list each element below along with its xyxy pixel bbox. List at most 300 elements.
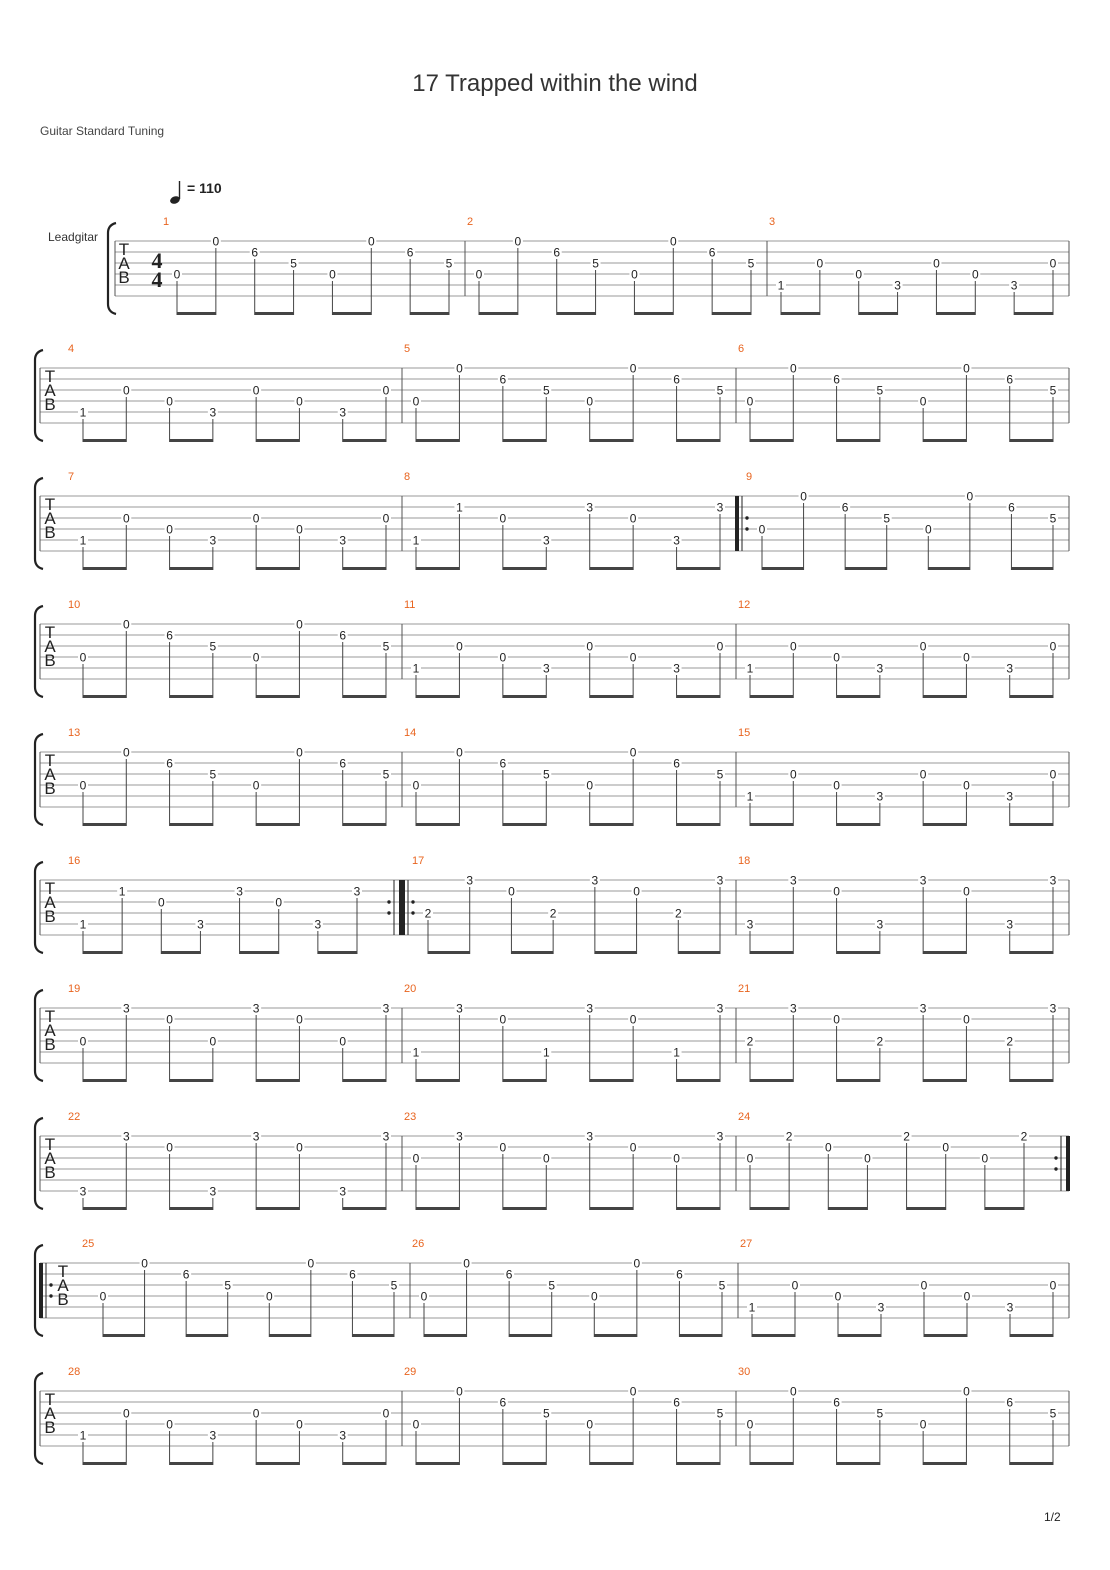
fret-number: 3	[252, 1001, 260, 1016]
fret-number: 0	[456, 639, 463, 654]
fret-number: 0	[963, 1012, 970, 1027]
fret-number: 3	[877, 1300, 885, 1315]
repeat-dot	[1054, 1167, 1057, 1170]
eighth-beam	[424, 1334, 467, 1337]
fret-number: 0	[933, 256, 940, 271]
eighth-beam	[103, 1334, 145, 1337]
eighth-beam	[256, 439, 299, 442]
fret-number: 6	[1006, 1395, 1014, 1410]
eighth-beam	[170, 823, 213, 826]
repeat-start-thick-bar	[735, 496, 739, 551]
repeat-dot	[411, 911, 414, 914]
eighth-beam	[678, 951, 720, 954]
eighth-beam	[255, 312, 294, 315]
tab-clef-letter: A	[57, 1276, 69, 1295]
fret-number: 0	[339, 1034, 347, 1049]
tab-clef-letter: B	[44, 1163, 56, 1182]
fret-number: 3	[122, 1001, 130, 1016]
repeat-end-thick-bar	[1066, 1136, 1070, 1191]
fret-number: 0	[746, 1151, 754, 1166]
score-title: 17 Trapped within the wind	[412, 70, 698, 97]
fret-number: 6	[1008, 500, 1015, 515]
fret-number: 6	[841, 500, 849, 515]
fret-number: 3	[339, 533, 347, 548]
fret-number: 3	[1010, 278, 1018, 293]
fret-number: 0	[833, 884, 840, 899]
eighth-beam	[170, 1079, 213, 1082]
fret-number: 0	[789, 1384, 797, 1399]
fret-number: 0	[789, 767, 797, 782]
eighth-beam	[859, 312, 898, 315]
eighth-beam	[318, 951, 357, 954]
measure-number: 25	[82, 1238, 95, 1250]
eighth-beam	[170, 567, 213, 570]
eighth-beam	[1010, 439, 1053, 442]
fret-number: 0	[629, 650, 637, 665]
tempo-marking: = 110	[187, 180, 222, 196]
eighth-beam	[83, 695, 126, 698]
tab-clef-letter: T	[118, 240, 130, 259]
fret-number: 0	[166, 522, 173, 537]
fret-number: 2	[674, 906, 682, 921]
eighth-beam	[677, 823, 720, 826]
system-bracket	[35, 1118, 43, 1209]
eighth-beam	[750, 823, 793, 826]
fret-number: 6	[673, 372, 680, 387]
fret-number: 3	[236, 884, 243, 899]
tuning-label: Guitar Standard Tuning	[40, 124, 165, 138]
eighth-beam	[924, 1334, 967, 1337]
fret-number: 0	[499, 1140, 507, 1155]
eighth-beam	[343, 1207, 386, 1210]
eighth-beam	[750, 439, 793, 442]
fret-number: 0	[412, 778, 420, 793]
eighth-beam	[985, 1207, 1024, 1210]
fret-number: 0	[673, 1151, 680, 1166]
measure-number: 18	[738, 855, 751, 867]
fret-number: 6	[349, 1267, 356, 1282]
fret-number: 0	[514, 234, 522, 249]
fret-number: 0	[963, 650, 970, 665]
eighth-beam	[838, 1334, 881, 1337]
tab-clef-letter: A	[118, 254, 130, 273]
measure-number: 14	[404, 727, 417, 739]
fret-number: 3	[919, 1001, 927, 1016]
eighth-beam	[677, 567, 720, 570]
fret-number: 3	[586, 1001, 594, 1016]
tab-clef-letter: B	[44, 395, 56, 414]
measure-number: 19	[68, 983, 81, 995]
fret-number: 0	[629, 1012, 637, 1027]
tab-clef-letter: A	[44, 1021, 56, 1040]
eighth-beam	[781, 312, 820, 315]
fret-number: 0	[212, 234, 220, 249]
fret-number: 3	[542, 661, 550, 676]
eighth-beam	[750, 695, 793, 698]
fret-number: 6	[182, 1267, 190, 1282]
eighth-beam	[352, 1334, 394, 1337]
eighth-beam	[762, 567, 804, 570]
fret-number: 0	[296, 522, 303, 537]
eighth-beam	[83, 951, 122, 954]
fret-number: 0	[79, 1034, 87, 1049]
fret-number: 3	[716, 1129, 724, 1144]
measure-number: 4	[68, 343, 75, 355]
fret-number: 0	[746, 1417, 754, 1432]
eighth-beam	[428, 951, 470, 954]
fret-number: 0	[166, 1140, 173, 1155]
eighth-beam	[1011, 567, 1053, 570]
fret-number: 0	[586, 1417, 594, 1432]
eighth-beam	[1014, 312, 1053, 315]
system-bracket	[35, 1373, 43, 1464]
fret-number: 6	[499, 756, 507, 771]
fret-number: 0	[382, 511, 390, 526]
tab-clef-letter: B	[44, 1035, 56, 1054]
tab-clef-letter: B	[44, 651, 56, 670]
eighth-beam	[83, 567, 126, 570]
fret-number: 0	[963, 1384, 970, 1399]
eighth-beam	[837, 823, 880, 826]
fret-number: 0	[833, 778, 840, 793]
fret-number: 1	[777, 278, 785, 293]
fret-number: 0	[586, 639, 594, 654]
eighth-beam	[256, 1207, 299, 1210]
fret-number: 6	[499, 372, 507, 387]
measure-number: 23	[404, 1111, 417, 1123]
tab-clef-letter: B	[118, 268, 130, 287]
eighth-beam	[752, 1334, 795, 1337]
eighth-beam	[170, 1207, 213, 1210]
fret-number: 3	[542, 533, 550, 548]
eighth-beam	[590, 439, 633, 442]
fret-number: 0	[963, 361, 970, 376]
fret-number: 0	[166, 1417, 173, 1432]
fret-number: 3	[716, 873, 724, 888]
eighth-beam	[923, 951, 966, 954]
measure-number: 27	[740, 1238, 753, 1250]
fret-number: 6	[499, 1395, 507, 1410]
eighth-beam	[416, 1079, 459, 1082]
fret-number: 2	[1006, 1034, 1014, 1049]
measure-number: 1	[163, 216, 170, 228]
fret-number: 0	[919, 1417, 927, 1432]
eighth-beam	[590, 1462, 633, 1465]
eighth-beam	[343, 1462, 386, 1465]
fret-number: 5	[390, 1278, 398, 1293]
tab-clef-letter: A	[44, 765, 56, 784]
eighth-beam	[269, 1334, 311, 1337]
fret-number: 5	[592, 256, 599, 271]
fret-number: 3	[876, 917, 884, 932]
eighth-beam	[750, 1207, 789, 1210]
fret-number: 0	[456, 745, 463, 760]
fret-number: 2	[785, 1129, 793, 1144]
fret-number: 0	[586, 778, 594, 793]
eighth-beam	[677, 1207, 720, 1210]
measure-number: 22	[68, 1111, 81, 1123]
fret-number: 5	[382, 639, 390, 654]
fret-number: 5	[290, 256, 297, 271]
fret-number: 3	[591, 873, 599, 888]
eighth-beam	[590, 1079, 633, 1082]
fret-number: 6	[251, 245, 259, 260]
fret-number: 0	[265, 1289, 273, 1304]
measure-number: 16	[68, 855, 81, 867]
eighth-beam	[256, 695, 299, 698]
measure-number: 28	[68, 1366, 81, 1378]
fret-number: 3	[1006, 789, 1014, 804]
eighth-beam	[677, 1079, 720, 1082]
fret-number: 0	[834, 1289, 842, 1304]
fret-number: 0	[122, 383, 130, 398]
tab-clef-letter: T	[44, 1135, 56, 1154]
eighth-beam	[83, 823, 126, 826]
fret-number: 0	[791, 1278, 799, 1293]
fret-number: 0	[833, 1012, 840, 1027]
time-signature-denominator: 4	[151, 267, 163, 292]
eighth-beam	[677, 695, 720, 698]
measure-number: 10	[68, 599, 81, 611]
fret-number: 0	[463, 1256, 470, 1271]
fret-number: 0	[824, 1140, 832, 1155]
fret-number: 0	[499, 511, 507, 526]
eighth-beam	[1010, 951, 1053, 954]
eighth-beam	[170, 439, 213, 442]
eighth-beam	[503, 567, 546, 570]
fret-number: 0	[816, 256, 824, 271]
eighth-beam	[677, 1462, 720, 1465]
repeat-dot	[411, 900, 414, 903]
measure-number: 24	[738, 1111, 751, 1123]
measure-number: 9	[746, 471, 753, 483]
fret-number: 6	[673, 1395, 680, 1410]
fret-number: 0	[412, 1417, 420, 1432]
fret-number: 0	[919, 639, 927, 654]
fret-number: 0	[590, 1289, 598, 1304]
eighth-beam	[343, 695, 386, 698]
eighth-beam	[923, 823, 966, 826]
fret-number: 3	[209, 1428, 217, 1443]
eighth-beam	[923, 1079, 966, 1082]
fret-number: 3	[79, 1184, 87, 1199]
fret-number: 0	[629, 1384, 637, 1399]
tab-clef-letter: B	[44, 779, 56, 798]
system-bracket	[35, 862, 43, 953]
fret-number: 0	[542, 1151, 550, 1166]
measure-number: 3	[769, 216, 776, 228]
fret-number: 2	[903, 1129, 910, 1144]
fret-number: 6	[406, 245, 414, 260]
fret-number: 0	[1049, 767, 1057, 782]
eighth-beam	[750, 1079, 793, 1082]
fret-number: 5	[716, 1406, 724, 1421]
fret-number: 6	[166, 628, 173, 643]
eighth-beam	[503, 1079, 546, 1082]
fret-number: 0	[800, 489, 807, 504]
instrument-name: Leadgitar	[48, 230, 99, 244]
fret-number: 6	[553, 245, 561, 260]
fret-number: 0	[382, 1406, 390, 1421]
eighth-beam	[1010, 695, 1053, 698]
tab-clef-letter: T	[44, 367, 56, 386]
eighth-beam	[343, 567, 386, 570]
eighth-beam	[590, 695, 633, 698]
fret-number: 3	[1006, 661, 1014, 676]
fret-number: 0	[209, 1034, 217, 1049]
system-bracket	[35, 734, 43, 825]
fret-number: 3	[586, 500, 594, 515]
fret-number: 5	[718, 1278, 726, 1293]
fret-number: 6	[166, 756, 173, 771]
tab-clef-letter: B	[44, 1418, 56, 1437]
tab-clef-letter: A	[44, 893, 56, 912]
fret-number: 0	[252, 511, 260, 526]
eighth-beam	[837, 1462, 880, 1465]
eighth-beam	[256, 1079, 299, 1082]
measure-number: 8	[404, 471, 411, 483]
fret-number: 0	[122, 745, 130, 760]
fret-number: 0	[981, 1151, 989, 1166]
eighth-beam	[1010, 1334, 1053, 1337]
fret-number: 6	[708, 245, 716, 260]
fret-number: 5	[542, 767, 550, 782]
fret-number: 0	[508, 884, 515, 899]
measure-number: 26	[412, 1238, 425, 1250]
eighth-beam	[1010, 1462, 1053, 1465]
fret-number: 3	[716, 1001, 724, 1016]
fret-number: 2	[424, 906, 432, 921]
fret-number: 1	[456, 500, 463, 515]
repeat-dot	[745, 516, 748, 519]
fret-number: 0	[79, 650, 87, 665]
repeat-dot	[49, 1283, 52, 1286]
fret-number: 0	[99, 1289, 107, 1304]
fret-number: 5	[542, 383, 550, 398]
fret-number: 0	[173, 267, 181, 282]
fret-number: 3	[894, 278, 901, 293]
page-number: 1/2	[1044, 1510, 1061, 1524]
eighth-beam	[1010, 1079, 1053, 1082]
eighth-beam	[256, 823, 299, 826]
fret-number: 3	[456, 1129, 463, 1144]
fret-number: 0	[296, 617, 303, 632]
eighth-beam	[416, 567, 459, 570]
fret-number: 0	[166, 394, 173, 409]
fret-number: 3	[1049, 1001, 1057, 1016]
fret-number: 0	[629, 361, 637, 376]
eighth-beam	[170, 695, 213, 698]
eighth-beam	[343, 439, 386, 442]
fret-number: 0	[456, 1384, 463, 1399]
eighth-beam	[634, 312, 673, 315]
fret-number: 6	[1006, 372, 1014, 387]
fret-number: 5	[1049, 1406, 1057, 1421]
fret-number: 1	[748, 1300, 756, 1315]
fret-number: 6	[505, 1267, 513, 1282]
fret-number: 0	[499, 650, 507, 665]
tab-clef-letter: T	[44, 879, 56, 898]
fret-number: 0	[758, 522, 766, 537]
fret-number: 0	[919, 394, 927, 409]
fret-number: 5	[716, 383, 724, 398]
fret-number: 0	[629, 511, 637, 526]
eighth-beam	[828, 1207, 867, 1210]
eighth-beam	[332, 312, 371, 315]
fret-number: 0	[252, 383, 260, 398]
eighth-beam	[509, 1334, 552, 1337]
eighth-beam	[837, 951, 880, 954]
fret-number: 5	[542, 1406, 550, 1421]
fret-number: 1	[79, 533, 87, 548]
eighth-beam	[923, 1462, 966, 1465]
fret-number: 3	[673, 533, 680, 548]
fret-number: 0	[629, 745, 637, 760]
fret-number: 0	[329, 267, 336, 282]
eighth-beam	[256, 1462, 299, 1465]
fret-number: 3	[1006, 917, 1014, 932]
fret-number: 0	[633, 1256, 641, 1271]
fret-number: 0	[157, 895, 165, 910]
fret-number: 0	[789, 639, 797, 654]
fret-number: 5	[876, 383, 884, 398]
eighth-beam	[907, 1207, 946, 1210]
fret-number: 6	[339, 756, 347, 771]
fret-number: 2	[746, 1034, 754, 1049]
fret-number: 0	[122, 511, 130, 526]
fret-number: 1	[746, 661, 754, 676]
fret-number: 5	[1049, 511, 1057, 526]
fret-number: 0	[252, 1406, 260, 1421]
eighth-beam	[837, 1079, 880, 1082]
eighth-beam	[416, 1207, 459, 1210]
fret-number: 6	[833, 372, 840, 387]
fret-number: 0	[669, 234, 677, 249]
eighth-beam	[594, 1334, 637, 1337]
eighth-beam	[503, 439, 546, 442]
measure-number: 13	[68, 727, 81, 739]
eighth-beam	[590, 823, 633, 826]
eighth-beam	[186, 1334, 228, 1337]
system-bracket	[35, 606, 43, 697]
fret-number: 3	[746, 917, 754, 932]
measure-number: 29	[404, 1366, 417, 1378]
fret-number: 1	[412, 1045, 420, 1060]
eighth-beam	[479, 312, 518, 315]
fret-number: 0	[1049, 1278, 1057, 1293]
fret-number: 0	[864, 1151, 871, 1166]
tab-clef-letter: B	[44, 907, 56, 926]
fret-number: 3	[209, 405, 217, 420]
fret-number: 5	[209, 639, 217, 654]
system-bracket	[35, 990, 43, 1081]
measure-number: 11	[404, 599, 416, 611]
eighth-beam	[679, 1334, 722, 1337]
fret-number: 2	[549, 906, 557, 921]
eighth-beam	[416, 823, 459, 826]
tab-clef-letter: T	[44, 623, 56, 642]
fret-number: 0	[122, 617, 130, 632]
fret-number: 2	[876, 1034, 884, 1049]
fret-number: 1	[412, 533, 420, 548]
eighth-beam	[677, 439, 720, 442]
fret-number: 1	[673, 1045, 680, 1060]
repeat-dot	[387, 911, 390, 914]
fret-number: 0	[631, 267, 638, 282]
eighth-beam	[416, 1462, 459, 1465]
tab-clef-letter: T	[44, 751, 56, 770]
eighth-beam	[240, 951, 279, 954]
